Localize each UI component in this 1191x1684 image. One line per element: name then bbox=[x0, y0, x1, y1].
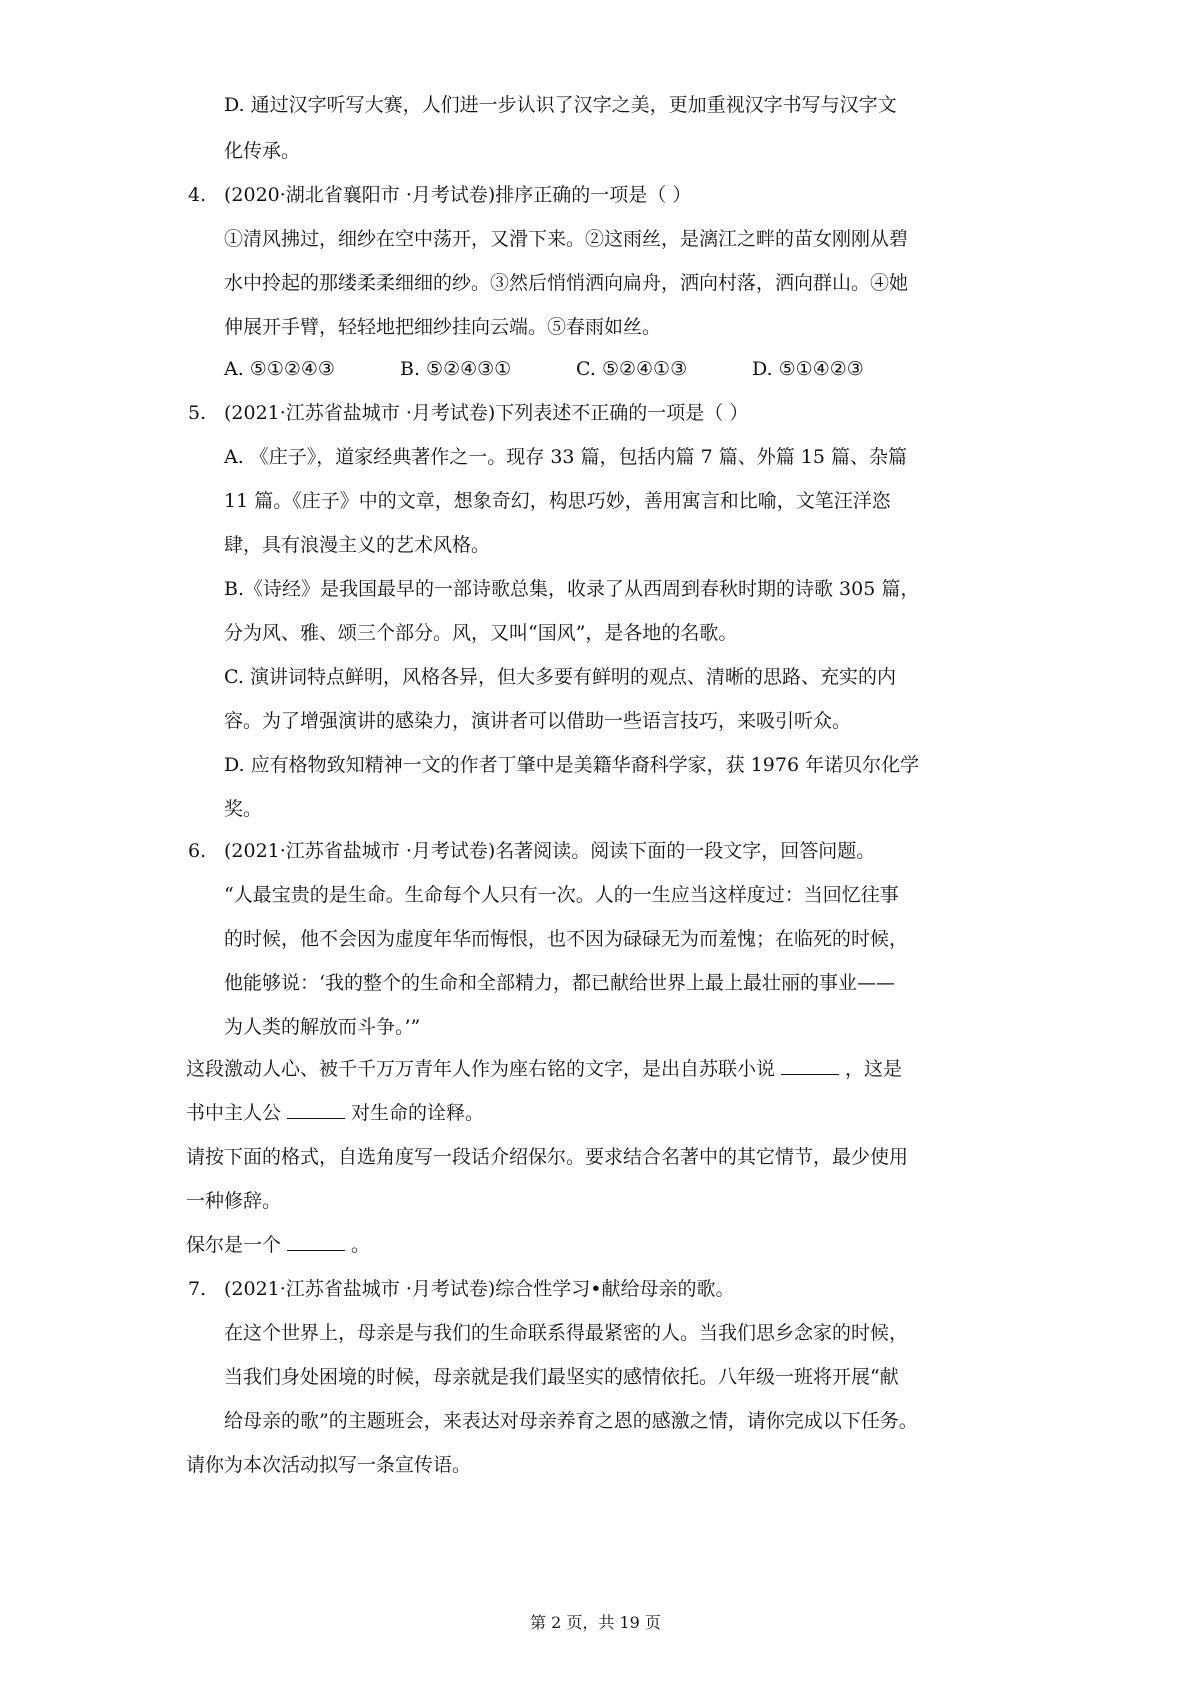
paul-description-blank[interactable] bbox=[287, 1232, 345, 1251]
q7-passage-line-1: 在这个世界上，母亲是与我们的生命联系得最紧密的人。当我们思乡念家的时候， bbox=[224, 1322, 909, 1344]
q6-fill-line-2 bbox=[186, 1100, 484, 1126]
q5-stem: (2021·江苏省盐城市 ·月考试卷)下列表述不正确的一项是（ ） bbox=[224, 402, 749, 424]
q4-option-a: A. ⑤①②④③ bbox=[224, 358, 335, 380]
novel-title-blank[interactable] bbox=[781, 1056, 839, 1075]
q4-option-d: D. ⑤①④②③ bbox=[752, 358, 864, 380]
q6-quote-line-1: “人最宝贵的是生命。生命每个人只有一次。人的一生应当这样度过：当回忆往事 bbox=[224, 884, 899, 906]
q4-number: 4. bbox=[188, 184, 207, 206]
q7-number: 7. bbox=[188, 1278, 207, 1300]
q6-fill-text-4: 对生命的诠释。 bbox=[351, 1102, 485, 1124]
q4-passage-line-1: ①清风拂过，细纱在空中荡开，又滑下来。②这雨丝，是漓江之畔的苗女刚刚从碧 bbox=[224, 228, 909, 250]
q5-option-c-line-1: C. 演讲词特点鲜明，风格各异，但大多要有鲜明的观点、清晰的思路、充实的内 bbox=[224, 666, 896, 688]
q4-stem: (2020·湖北省襄阳市 ·月考试卷)排序正确的一项是（ ） bbox=[224, 184, 692, 206]
q3-option-d-line-2: 化传承。 bbox=[224, 140, 301, 162]
page-number-footer: 第 2 页，共 19 页 bbox=[530, 1613, 661, 1632]
q5-option-d-line-1: D. 应有格物致知精神一文的作者丁肇中是美籍华裔科学家，获 1976 年诺贝尔化学 bbox=[224, 754, 920, 776]
q6-fill-text-6: 。 bbox=[351, 1234, 371, 1256]
q6-quote-line-2: 的时候，他不会因为虚度年华而悔恨，也不因为碌碌无为而羞愧；在临死的时候， bbox=[224, 928, 909, 950]
q6-fill-line-1 bbox=[186, 1056, 902, 1082]
q3-option-d-line-1: D. 通过汉字听写大赛，人们进一步认识了汉字之美，更加重视汉字书写与汉字文 bbox=[224, 94, 897, 116]
q7-stem: (2021·江苏省盐城市 ·月考试卷)综合性学习•献给母亲的歌。 bbox=[224, 1278, 735, 1300]
q6-fill-text-3: 书中主人公 bbox=[186, 1102, 282, 1124]
q6-fill-line-3 bbox=[186, 1232, 370, 1258]
q5-option-d-line-2: 奖。 bbox=[224, 798, 263, 820]
q7-task: 请你为本次活动拟写一条宣传语。 bbox=[186, 1454, 472, 1476]
q5-option-b-line-2: 分为风、雅、颂三个部分。风，又叫“国风”，是各地的名歌。 bbox=[224, 622, 738, 644]
q6-quote-line-4: 为人类的解放而斗争。’” bbox=[224, 1016, 421, 1038]
q4-option-b: B. ⑤②④③① bbox=[400, 358, 512, 380]
q5-option-c-line-2: 容。为了增强演讲的感染力，演讲者可以借助一些语言技巧，来吸引听众。 bbox=[224, 710, 852, 732]
q6-task-line-2: 一种修辞。 bbox=[186, 1190, 282, 1212]
q4-passage-line-3: 伸展开手臂，轻轻地把细纱挂向云端。⑤春雨如丝。 bbox=[224, 316, 662, 338]
q6-fill-text-1: 这段激动人心、被千千万万青年人作为座右铭的文字，是出自苏联小说 bbox=[186, 1058, 776, 1080]
protagonist-blank[interactable] bbox=[287, 1100, 345, 1119]
q7-passage-line-3: 给母亲的歌”的主题班会，来表达对母亲养育之恩的感激之情，请你完成以下任务。 bbox=[224, 1410, 918, 1432]
q4-option-c: C. ⑤②④①③ bbox=[576, 358, 688, 380]
q6-fill-text-2: ，这是 bbox=[845, 1058, 903, 1080]
q5-option-b-line-1: B.《诗经》是我国最早的一部诗歌总集，收录了从西周到春秋时期的诗歌 305 篇， bbox=[224, 578, 920, 600]
q6-task-line-1: 请按下面的格式，自选角度写一段话介绍保尔。要求结合名著中的其它情节，最少使用 bbox=[186, 1146, 909, 1168]
q5-option-a-line-2: 11 篇。《庄子》中的文章，想象奇幻，构思巧妙，善用寓言和比喻，文笔汪洋恣 bbox=[224, 490, 891, 512]
q6-stem: (2021·江苏省盐城市 ·月考试卷)名著阅读。阅读下面的一段文字，回答问题。 bbox=[224, 840, 876, 862]
q5-option-a-line-3: 肆，具有浪漫主义的艺术风格。 bbox=[224, 534, 491, 556]
q6-number: 6. bbox=[188, 840, 207, 862]
q5-option-a-line-1: A. 《庄子》，道家经典著作之一。现存 33 篇，包括内篇 7 篇、外篇 15 篇、杂篇 bbox=[224, 446, 907, 468]
q4-passage-line-2: 水中拎起的那缕柔柔细细的纱。③然后悄悄洒向扁舟，洒向村落，洒向群山。④她 bbox=[224, 272, 909, 294]
q5-number: 5. bbox=[188, 402, 207, 424]
q6-fill-text-5: 保尔是一个 bbox=[186, 1234, 282, 1256]
q6-quote-line-3: 他能够说：‘我的整个的生命和全部精力，都已献给世界上最上最壮丽的事业—— bbox=[224, 972, 896, 994]
q7-passage-line-2: 当我们身处困境的时候，母亲就是我们最坚实的感情依托。八年级一班将开展“献 bbox=[224, 1366, 899, 1388]
